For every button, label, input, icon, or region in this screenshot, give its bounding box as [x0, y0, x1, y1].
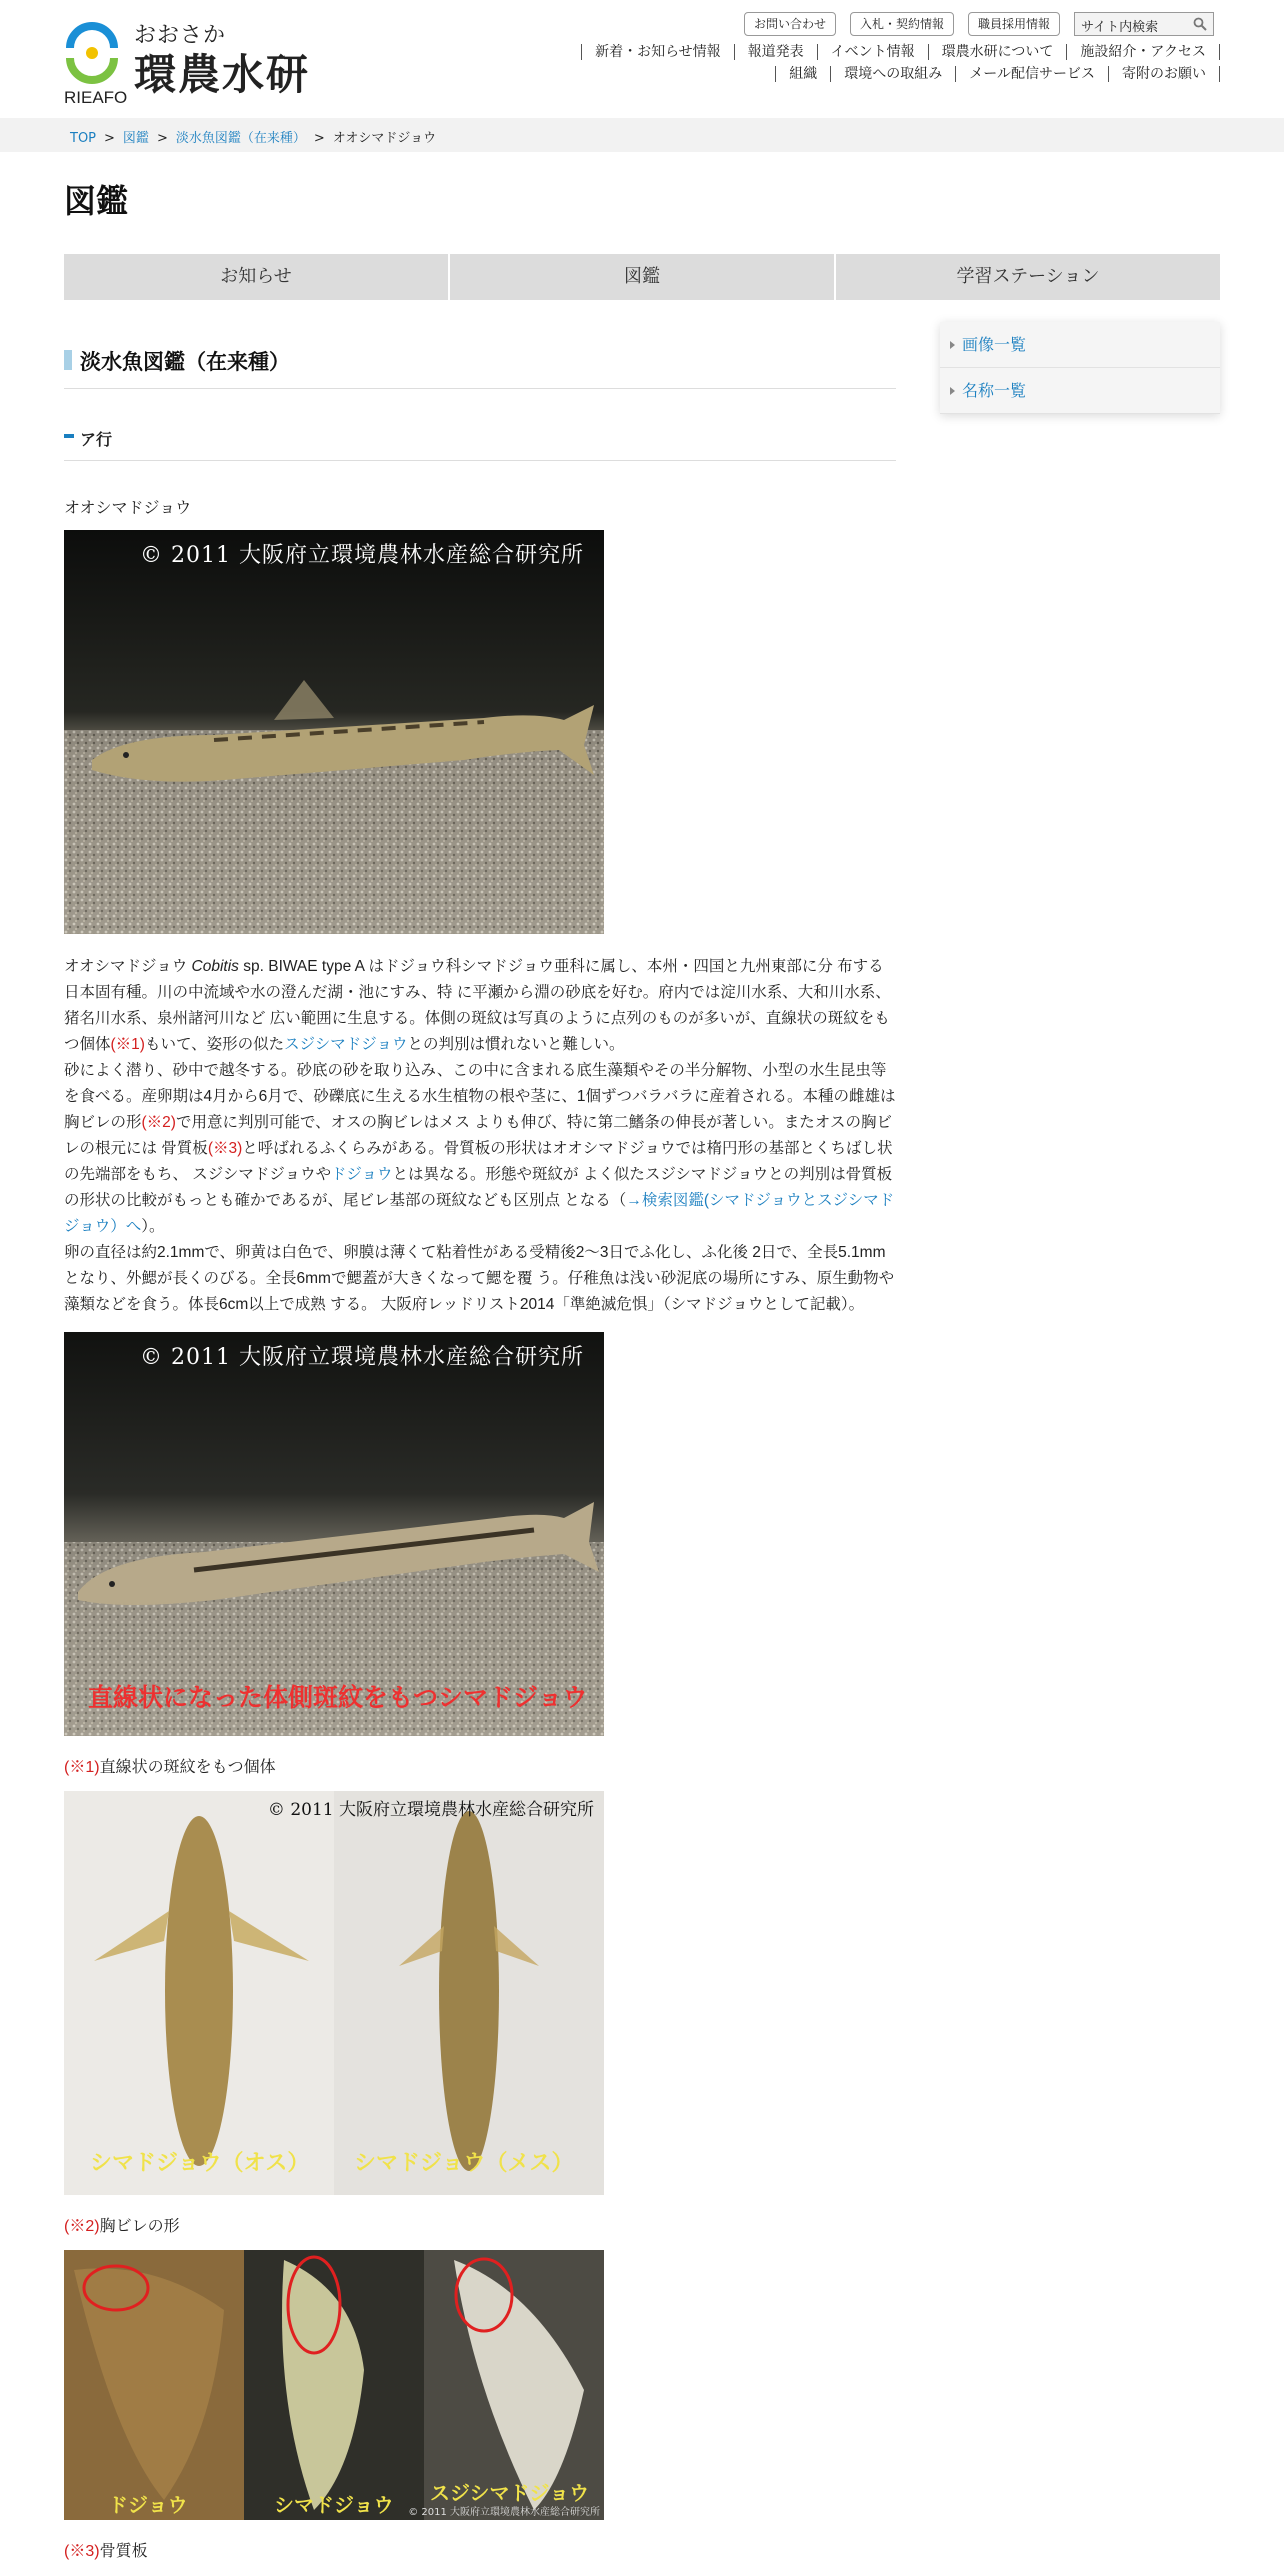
caption-linear: (※1)直線状の斑紋をもつ個体: [64, 1759, 276, 1776]
logo-small-text: おおさか: [134, 23, 227, 48]
contact-button[interactable]: お問い合わせ: [744, 12, 836, 36]
search-placeholder: サイト内検索: [1081, 20, 1159, 35]
linear-pattern-photo: [64, 1332, 604, 1736]
sub-title: ア行: [64, 427, 896, 461]
global-nav-row2: [775, 66, 1220, 82]
link-sujishima[interactable]: スジシマドジョウ: [284, 1036, 408, 1053]
description-paragraph-2: 砂によく潜り、砂中で越冬する。砂底の砂を取り込み、この中に含まれる底生藻類やその半分解物、小型の水生昆虫等を食べる。産卵期は4月から6月で、砂礫底に生える水生植物の根や茎に、1個ずつバラバラに産着される。本種の雌雄は胸ビレの形(※2)で用意に判別可能で、オスの胸ビレはメス よりも伸び、特に第二鰭条の伸長が著しい。またオスの胸ビレの根元には 骨質板(※3)と呼ばれるふくらみがある。骨質板の形状はオオシマドジョウでは楕円形の基部とくちばし状の先端部をもち、 スジシマドジョウやドジョウとは異なる。形態や斑紋が よく似たスジシマドジョウとの判別は骨質板の形状の比較がもっとも確かであるが、尾ビレ基部の斑紋なども区別点 となる（→検索図鑑(シマドジョウとスジシマドジョウ）へ）。: [64, 1062, 896, 1235]
breadcrumb-zukan[interactable]: 図鑑: [122, 131, 149, 146]
nav-press[interactable]: 報道発表: [734, 44, 817, 60]
recruit-button[interactable]: 職員採用情報: [968, 12, 1060, 36]
main-content: [64, 340, 896, 2561]
utility-bar: [744, 12, 1214, 36]
bone-plate-photo: [64, 2250, 604, 2520]
label-male: シマドジョウ（オス）: [90, 2151, 310, 2176]
category-tabs: [64, 254, 1220, 300]
photo-copyright-small: © 2011 大阪府立環境農林水産総合研究所: [408, 2507, 600, 2518]
species-name: オオシマドジョウ: [64, 498, 192, 517]
side-menu: [940, 322, 1220, 414]
species-photo: [64, 530, 604, 934]
photo-copyright-dark: © 2011 大阪府立環境農林水産総合研究所: [267, 1800, 594, 1820]
site-header: [0, 0, 1284, 118]
nav-about[interactable]: 環農水研について: [928, 44, 1067, 60]
male-female-photo-image: [64, 1791, 604, 2195]
nav-facilities[interactable]: 施設紹介・アクセス: [1066, 44, 1220, 60]
breadcrumb-current: オオシマドジョウ: [332, 131, 437, 146]
logo-main-text: 環農水研: [134, 50, 311, 99]
tab-learning[interactable]: 学習ステーション: [956, 266, 1100, 287]
logo-en-text: RIEAFO: [64, 88, 128, 107]
label-dojou: ドジョウ: [108, 2493, 188, 2517]
link-search-zukan[interactable]: →検索図鑑(シマドジョウとスジシマドジョウ）へ: [64, 1192, 895, 1235]
species-description: [64, 954, 896, 1318]
nav-events[interactable]: イベント情報: [817, 44, 928, 60]
photo-overlay-label: 直線状になった体側斑紋をもつシマドジョウ: [88, 1683, 588, 1712]
label-female: シマドジョウ（メス）: [354, 2151, 574, 2176]
link-dojou[interactable]: ドジョウ: [330, 1166, 393, 1183]
side-item-name-list[interactable]: 名称一覧: [940, 368, 1220, 414]
breadcrumb-freshwater[interactable]: 淡水魚図鑑（在来種）: [175, 131, 306, 146]
nav-environment[interactable]: 環境への取組み: [830, 66, 955, 82]
bid-info-button[interactable]: 入札・契約情報: [850, 12, 954, 36]
caption-bone-plate: (※3)骨質板: [64, 2543, 148, 2560]
section-title: 淡水魚図鑑（在来種）: [64, 340, 896, 389]
breadcrumb-top[interactable]: TOP: [70, 131, 97, 146]
nav-donation[interactable]: 寄附のお願い: [1108, 66, 1220, 82]
site-search-input[interactable]: [1074, 12, 1214, 36]
search-icon[interactable]: [1193, 17, 1207, 31]
male-female-photo: [64, 1791, 604, 2195]
species-photo-image: [64, 530, 604, 934]
nav-organization[interactable]: 組織: [775, 66, 830, 82]
label-shimadojou: シマドジョウ: [274, 2493, 394, 2517]
global-nav-row1: [581, 44, 1220, 60]
nav-mail[interactable]: メール配信サービス: [955, 66, 1108, 82]
linear-pattern-photo-image: [64, 1332, 604, 1736]
label-sujishimadojou: スジシマドジョウ: [430, 2481, 590, 2505]
tab-news[interactable]: お知らせ: [64, 254, 450, 300]
photo-copyright: © 2011 大阪府立環境農林水産総合研究所: [140, 543, 584, 568]
site-logo[interactable]: [64, 18, 314, 106]
caption-pectoral: (※2)胸ビレの形: [64, 2218, 180, 2235]
tab-zukan[interactable]: 図鑑: [450, 254, 836, 300]
description-paragraph-1: オオシマドジョウ Cobitis sp. BIWAE type A はドジョウ科シマドジョウ亜科に属し、本州・四国と九州東部に分 布する日本固有種。川の中流域や水の澄んだ湖・池にすみ、特 に平瀬から淵の砂底を好む。府内では淀川水系、大和川水系、猪名川水系、泉州諸河川など 広い範囲に生息する。体側の斑紋は写真のように点列のものが多いが、直線状の斑紋をもつ個体(※1)もいて、姿形の似たスジシマドジョウとの判別は慣れないと難しい。: [64, 958, 891, 1053]
logo-mark-icon: [64, 22, 120, 86]
nav-news[interactable]: 新着・お知らせ情報: [581, 44, 734, 60]
side-item-image-list[interactable]: 画像一覧: [940, 322, 1220, 368]
description-paragraph-3: 卵の直径は約2.1mmで、卵黄は白色で、卵膜は薄くて粘着性がある受精後2～3日でふ化し、ふ化後 2日で、全長5.1mmとなり、外鰓が長くのびる。全長6mmで鰓蓋が大きくなって鰓を覆 う。仔稚魚は浅い砂泥底の場所にすみ、原生動物や藻類などを食う。体長6cm以上で成熟 する。 大阪府レッドリスト2014「準絶滅危惧」（シマドジョウとして記載）。: [64, 1244, 895, 1313]
breadcrumb: TOP > 図鑑 > 淡水魚図鑑（在来種） > オオシマドジョウ: [0, 118, 1284, 152]
page-title: 図鑑: [64, 182, 129, 220]
photo-copyright: © 2011 大阪府立環境農林水産総合研究所: [140, 1345, 584, 1370]
